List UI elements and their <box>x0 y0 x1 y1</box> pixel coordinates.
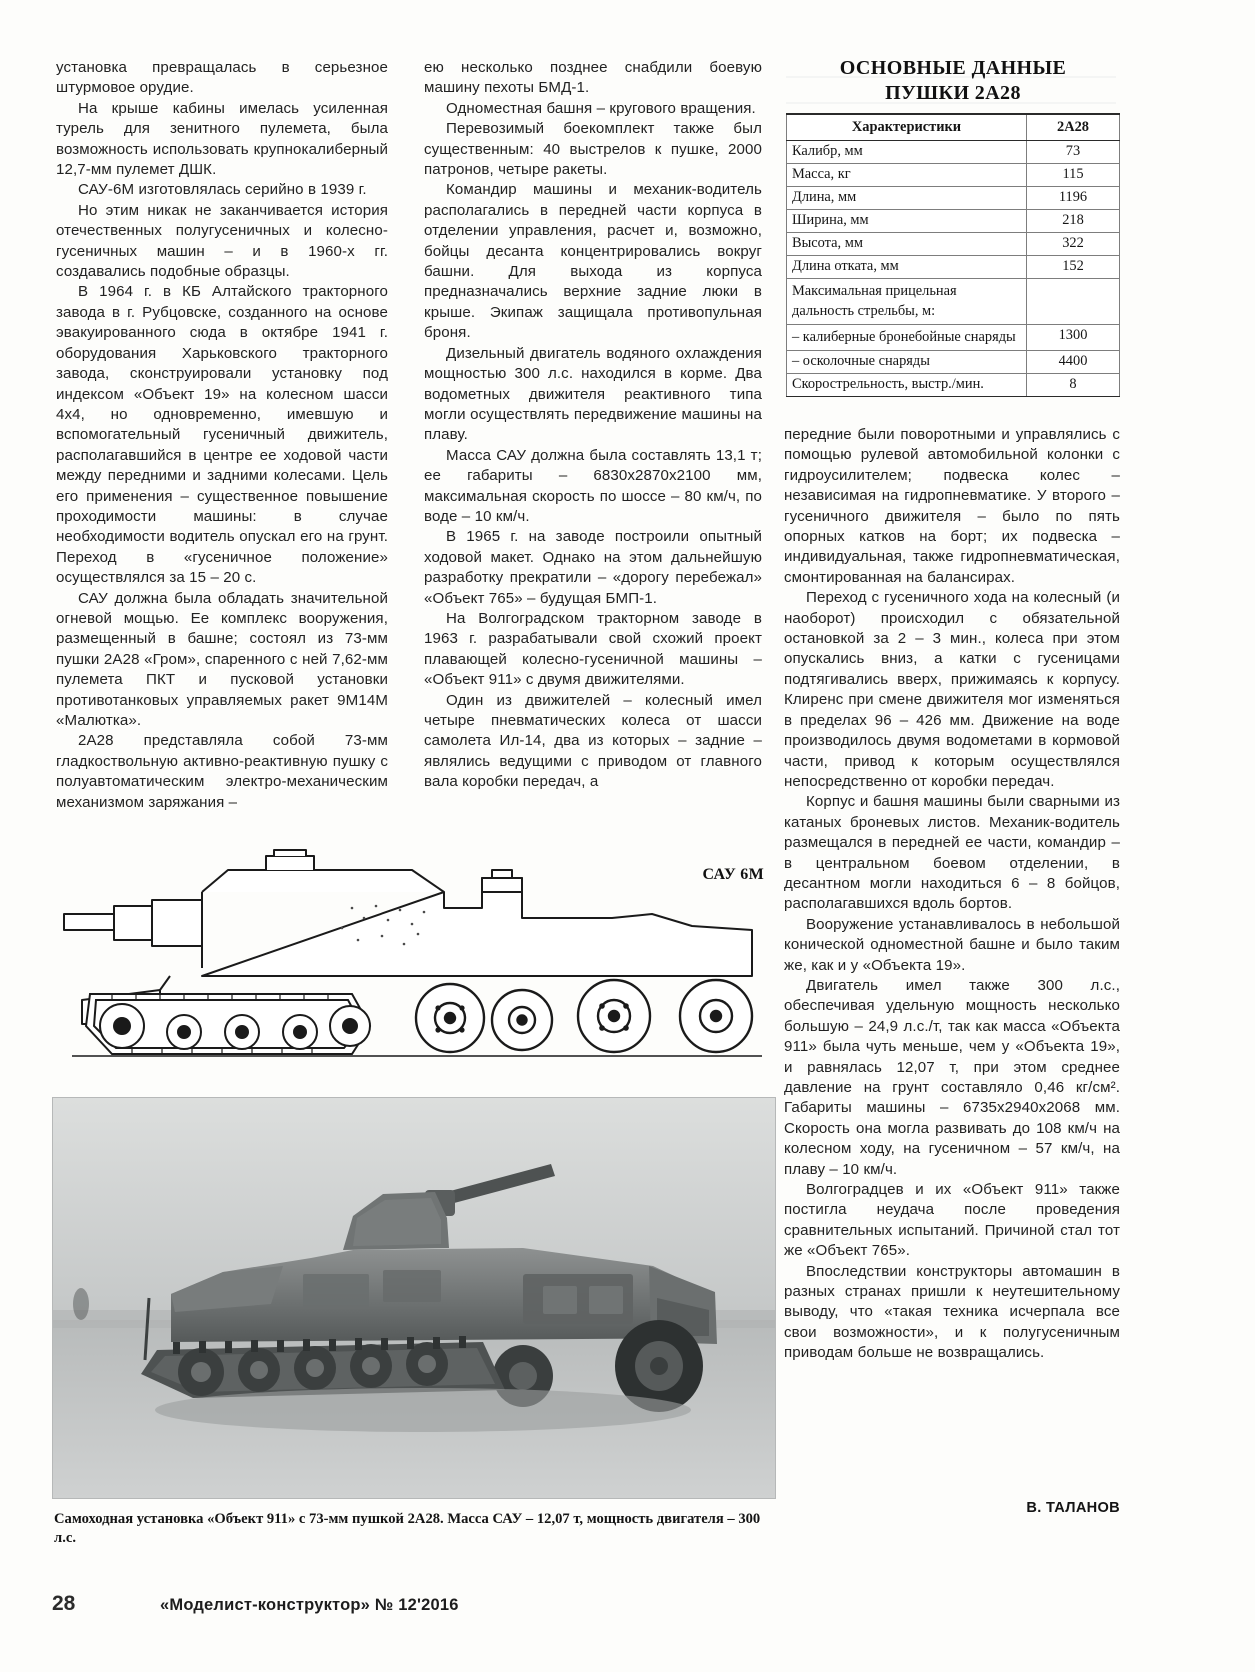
row-label: Длина отката, мм <box>787 256 1027 279</box>
table-row <box>787 256 1120 279</box>
row-value: 4400 <box>1027 351 1120 374</box>
row-value: 115 <box>1027 164 1120 187</box>
paragraph: САУ-6М изготовлялась серийно в 1939 г. <box>78 181 367 199</box>
paragraph: 2А28 представляла собой 73-мм гладкоствольную активно-реактивную пушку с полуавтоматическим электро-механическим механизмом заряжания – <box>56 732 388 811</box>
table-row <box>787 187 1120 210</box>
table-row <box>787 325 1120 351</box>
table-row <box>787 374 1120 397</box>
paragraph: Впоследствии конструкторы автомашин в разных странах пришли к неутешительному выводу, что «такая техника исчерпала все свои возможности», и к полугусеничным приводам больше не возвращались. <box>784 1262 1120 1362</box>
paragraph: На крыше кабины имелась усиленная турель для зенитного пулемета, была возможность использовать крупнокалиберный 12,7-мм пулемет ДШК. <box>56 99 388 179</box>
paragraph: Один из движителей – колесный имел четыре пневматических колеса от шасси самолета Ил-14, два из которых – задние – являлись ведущими с приводом от главного вала коробки передач, а <box>424 691 762 791</box>
line-drawing-sau-6m <box>52 848 772 1098</box>
photo-object-911 <box>52 1097 776 1499</box>
spec-table-container <box>786 113 1120 397</box>
paragraph: установка превращалась в серьезное штурмовое орудие. <box>56 59 388 97</box>
paragraph: Корпус и башня машины были сварными из катаных броневых листов. Механик-водитель размещался в передней ее части, командир – в центральном боевом отделении, в десантном могли находиться 6 – 8 бойцов, располагавшихся вдоль бортов. <box>784 793 1120 913</box>
table-row <box>787 210 1120 233</box>
col-header-characteristics: Характеристики <box>787 114 1027 141</box>
paragraph: Волгоградцев и их «Объект 911» также постигла неудача после проведения сравнительных испытаний. Причиной стал тот же «Объект 765». <box>784 1181 1120 1260</box>
table-row <box>787 164 1120 187</box>
paragraph: Двигатель имел также 300 л.с., обеспечивая удельную мощность несколько большую – 24,9 л.с./т, так как масса «Объекта 911» была чуть меньше, чем у «Объекта 19», и равнялась 12,07 т, при этом среднее давление на грунт составляло 0,46 кг/см². Габариты машины – 6735х2940х2068 мм. Скорость она могла развивать до 108 км/ч на колесном ходу, на гусеничном – 57 км/ч, на плаву – 10 км/ч. <box>784 976 1120 1178</box>
text-column-2 <box>424 58 762 793</box>
row-value: 8 <box>1027 374 1120 397</box>
row-label: Высота, мм <box>787 233 1027 256</box>
table-title-line-1: ОСНОВНЫЕ ДАННЫЕ <box>839 57 1067 79</box>
row-label: – калиберные бронебойные снаряды <box>787 325 1027 351</box>
drawing-label: САУ 6М <box>702 866 764 883</box>
author-signature: В. ТАЛАНОВ <box>1026 1500 1120 1516</box>
paragraph: На Волгоградском тракторном заводе в 1963 г. разрабатывали свой схожий проект плавающей колесно-гусеничной машины – «Объект 911» с двумя движителями. <box>424 609 762 689</box>
journal-title: «Моделист-конструктор» № 12'2016 <box>160 1596 459 1614</box>
paragraph: Масса САУ должна была составлять 13,1 т; ее габариты – 6830х2870х2100 мм, максимальная скорость по шоссе – 80 км/ч, по воде – 10 км/ч. <box>424 446 762 525</box>
page-number: 28 <box>52 1592 76 1615</box>
sau-6m-svg <box>52 848 772 1098</box>
table-title <box>784 56 1122 106</box>
paragraph: Дизельный двигатель водяного охлаждения мощностью 300 л.с. находился в корме. Два водометных движителя реактивного типа могли осуществлять передвижение машины на плаву. <box>424 344 762 444</box>
photo-caption: Самоходная установка «Объект 911» с 73-мм пушкой 2А28. Масса САУ – 12,07 т, мощность двигателя – 300 л.с. <box>54 1511 761 1546</box>
row-label: – осколочные снаряды <box>787 351 1027 374</box>
text-column-1 <box>56 58 388 813</box>
paragraph: Командир машины и механик-водитель располагались в передней части корпуса в отделении управления, расчет и, возможно, бойцы десанта концентрировались вокруг башни. Для выхода из корпуса предназначались верхние задние люки в крыше. Экипаж защищала противопульная броня. <box>424 181 762 342</box>
paragraph: Одноместная башня – кругового вращения. <box>446 99 756 117</box>
paragraph: В 1965 г. на заводе построили опытный ходовой макет. Однако на этом дальнейшую разработку прекратили – «дорогу перебежал» «Объект 765» – будущая БМП-1. <box>424 528 762 607</box>
row-label: Калибр, мм <box>787 141 1027 164</box>
paragraph: САУ должна была обладать значительной огневой мощью. Ее комплекс вооружения, размещенный в башне; состоял из 73-мм пушки 2А28 «Гром», спаренного с ней 7,62-мм пулемета ПКТ и пусковой установки противотанковых управляемых ракет 9М14М «Малютка». <box>56 589 388 729</box>
row-value: 1196 <box>1027 187 1120 210</box>
paragraph: передние были поворотными и управлялись с помощью рулевой автомобильной колонки с гидроусилителем; подвеска колес – независимая на гидропневматике. У второго – гусеничного движителя – было по пять опорных катков на борт; их подвеска – индивидуальная, также гидропневматическая, смонтированная на балансирах. <box>784 426 1120 586</box>
text-column-3 <box>784 425 1120 1364</box>
table-header-row <box>787 114 1120 141</box>
paragraph: ею несколько позднее снабдили боевую машину пехоты БМД-1. <box>424 59 762 97</box>
table-title-line-2: ПУШКИ 2А28 <box>885 82 1021 104</box>
paragraph: Но этим никак не заканчивается история отечественных полугусеничных и колесно-гусеничных машин – и в 1960-х гг. создавались подобные образцы. <box>56 201 388 281</box>
row-value: 73 <box>1027 141 1120 164</box>
row-value: 322 <box>1027 233 1120 256</box>
row-value <box>1027 279 1120 325</box>
paragraph: Переход с гусеничного хода на колесный (и наоборот) происходил с обязательной остановкой за 2 – 3 мин., колеса при этом опускались вниз, а катки с гусеницами подтягивались вверх, прижимаясь к корпусу. Клиренс при смене движителя мог изменяться в пределах 96 – 426 мм. Движение на воде производилось двумя водометами в кормовой части, привод к которым осуществлялся непосредственно от коробки передач. <box>784 589 1120 790</box>
paragraph: Перевозимый боекомплект также был существенным: 40 выстрелов к пушке, 2000 патронов, четыре ракеты. <box>424 120 762 179</box>
row-label: Ширина, мм <box>787 210 1027 233</box>
row-label: Длина, мм <box>787 187 1027 210</box>
row-value: 218 <box>1027 210 1120 233</box>
table-row <box>787 141 1120 164</box>
table-row <box>787 233 1120 256</box>
page-footer <box>52 1592 792 1616</box>
photo-illustration <box>53 1098 775 1498</box>
row-label: Скорострельность, выстр./мин. <box>787 374 1027 397</box>
row-value: 152 <box>1027 256 1120 279</box>
paragraph: В 1964 г. в КБ Алтайского тракторного завода в г. Рубцовске, созданного на основе эвакуированного сюда в октябре 1941 г. оборудования Харьковского тракторного завода, сконструировали установку под индексом «Объект 19» на колесном шасси 4х4, но одновременно, имевшую и вспомогательный гусеничный движитель, располагавшийся в центре ее ходовой части между передними и задними колесами. Цель его применения – существенное повышение проходимости машины: в случае необходимости водитель опускал его на грунт. Переход в «гусеничное положение» осуществлялся за 15 – 20 с. <box>56 283 388 587</box>
row-value: 1300 <box>1027 325 1120 351</box>
row-label: Максимальная прицельная дальность стрельбы, м: <box>787 279 1027 325</box>
table-row <box>787 351 1120 374</box>
row-label: Масса, кг <box>787 164 1027 187</box>
spec-table <box>786 113 1120 397</box>
table-row <box>787 279 1120 325</box>
paragraph: Вооружение устанавливалось в небольшой конической одноместной башне и было таким же, как и у «Объекта 19». <box>784 915 1120 974</box>
col-header-2a28: 2А28 <box>1027 114 1120 141</box>
